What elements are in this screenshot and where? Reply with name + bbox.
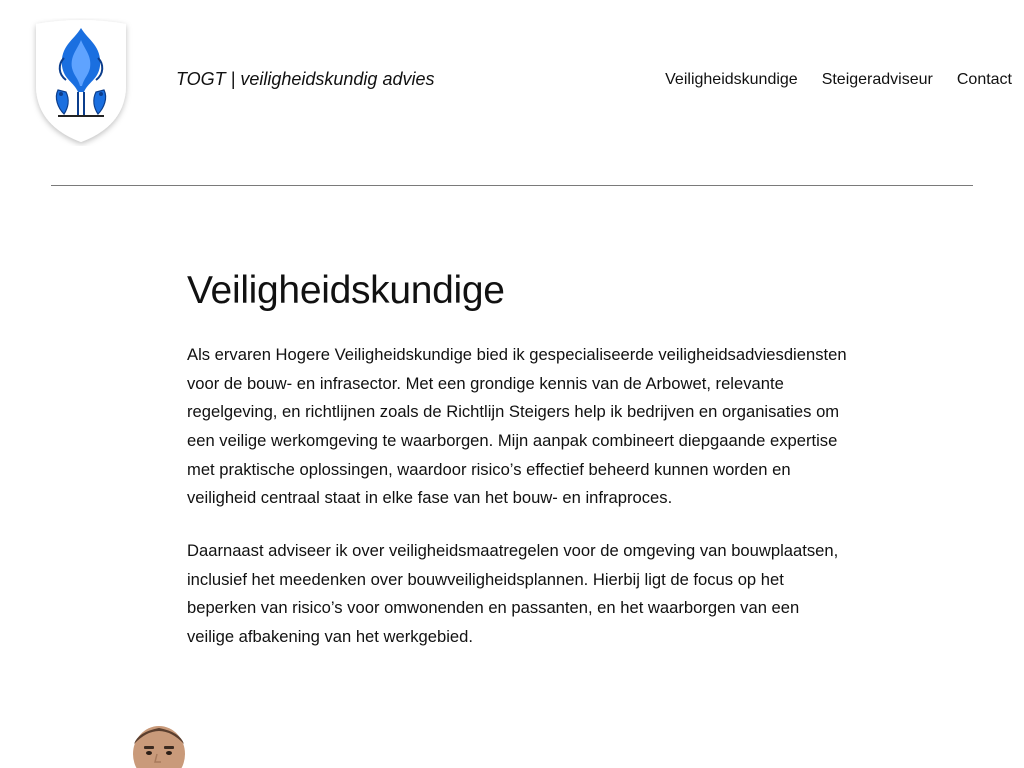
header-divider [51, 185, 973, 186]
nav-item-contact[interactable]: Contact [956, 71, 1012, 88]
main-content [187, 268, 847, 676]
site-title[interactable]: TOGT | veiligheidskundig advies [176, 69, 435, 89]
main-navigation [665, 71, 1012, 89]
avatar [130, 724, 188, 768]
person-photo [130, 724, 188, 768]
second-paragraph: Daarnaast adviseer ik over veiligheidsmaatregelen voor de omgeving van bouwplaatsen, inclusief het meedenken over bouwveiligheidsplannen. Hierbij ligt de focus op het beperken van risico’s voor omwonenden en passanten, en het waarborgen van een veilige afbakening van het werkgebied. [187, 541, 839, 647]
page-title: Veiligheidskundige [187, 269, 505, 312]
shield-flame-crest-icon [28, 18, 134, 146]
nav-item-steigeradviseur[interactable]: Steigeradviseur [821, 71, 933, 88]
nav-item-veiligheidskundige[interactable]: Veiligheidskundige [665, 71, 798, 88]
intro-paragraph: Als ervaren Hogere Veiligheidskundige bied ik gespecialiseerde veiligheidsadviesdiensten voor de bouw- en infrasector. Met een grondige kennis van de Arbowet, relevante regelgeving, en richtlijnen zoals de Richtlijn Steigers help ik bedrijven en organisaties om een veilige werkomgeving te waarborgen. Mijn aanpak combineert diepgaande expertise met praktische oplossingen, waardoor risico’s effectief beheerd kunnen worden en veiligheid centraal staat in elke fase van het bouw- en infraproces. [187, 344, 847, 508]
site-header [0, 0, 1024, 186]
site-logo[interactable] [28, 18, 134, 146]
